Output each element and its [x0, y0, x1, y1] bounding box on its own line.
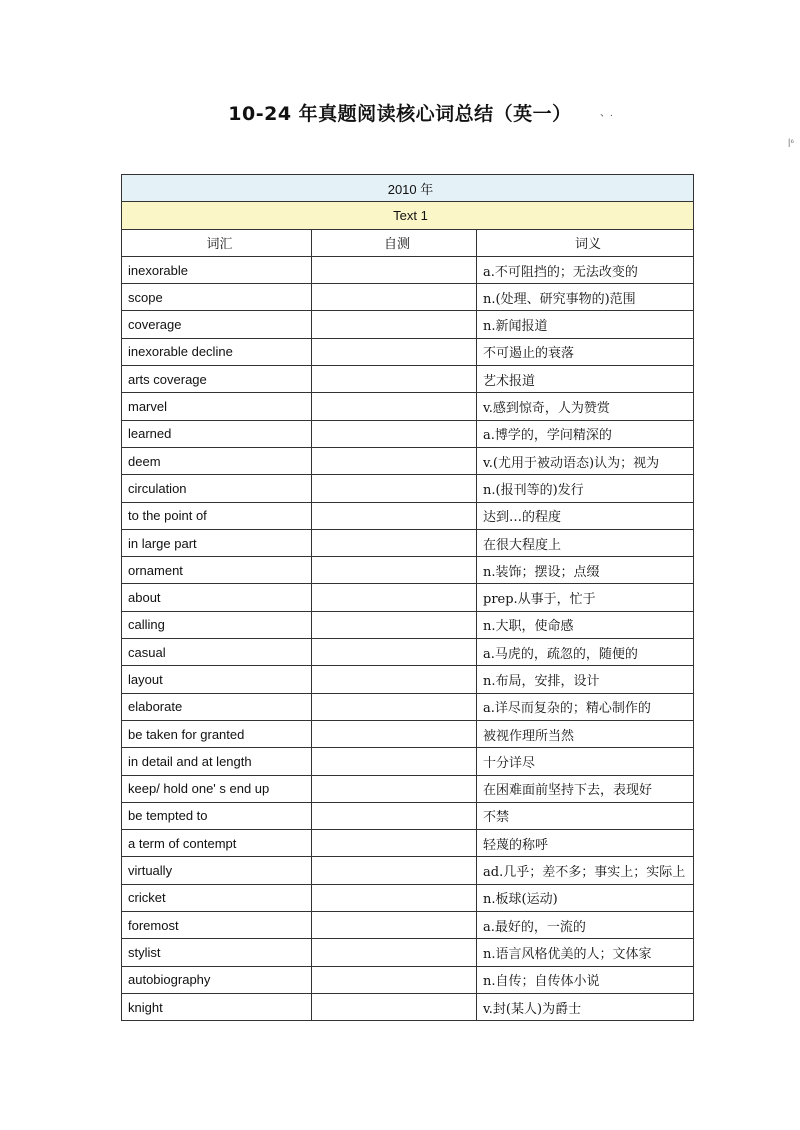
meaning-cell: a.不可阻挡的；无法改变的 — [477, 256, 694, 283]
table-row — [122, 584, 694, 611]
meaning-cell: 轻蔑的称呼 — [477, 830, 694, 857]
meaning-cell: 不禁 — [477, 802, 694, 829]
word-cell: to the point of — [122, 502, 312, 529]
word-cell: arts coverage — [122, 366, 312, 393]
self-test-cell[interactable] — [312, 284, 477, 311]
meaning-cell: 在困难面前坚持下去，表现好 — [477, 775, 694, 802]
meaning-cell: prep.从事于，忙于 — [477, 584, 694, 611]
word-cell: casual — [122, 639, 312, 666]
meaning-cell: 十分详尽 — [477, 748, 694, 775]
meaning-cell: 达到…的程度 — [477, 502, 694, 529]
word-cell: be taken for granted — [122, 720, 312, 747]
self-test-cell[interactable] — [312, 557, 477, 584]
table-row — [122, 748, 694, 775]
meaning-cell: n.装饰；摆设；点缀 — [477, 557, 694, 584]
table-row — [122, 393, 694, 420]
self-test-cell[interactable] — [312, 311, 477, 338]
word-cell: scope — [122, 284, 312, 311]
meaning-cell: n.大职，使命感 — [477, 611, 694, 638]
word-cell: learned — [122, 420, 312, 447]
word-cell: marvel — [122, 393, 312, 420]
word-cell: layout — [122, 666, 312, 693]
meaning-cell: v.封(某人)为爵士 — [477, 993, 694, 1020]
self-test-cell[interactable] — [312, 775, 477, 802]
table-row — [122, 256, 694, 283]
word-cell: circulation — [122, 475, 312, 502]
header-meaning: 词义 — [477, 229, 694, 256]
word-cell: in detail and at length — [122, 748, 312, 775]
stray-mark: 、. — [600, 108, 613, 119]
word-cell: stylist — [122, 939, 312, 966]
meaning-cell: a.详尽而复杂的；精心制作的 — [477, 693, 694, 720]
self-test-cell[interactable] — [312, 338, 477, 365]
self-test-cell[interactable] — [312, 447, 477, 474]
meaning-cell: a.博学的，学问精深的 — [477, 420, 694, 447]
self-test-cell[interactable] — [312, 966, 477, 993]
word-cell: coverage — [122, 311, 312, 338]
table-row — [122, 966, 694, 993]
word-cell: autobiography — [122, 966, 312, 993]
table-row — [122, 802, 694, 829]
table-row — [122, 693, 694, 720]
word-cell: foremost — [122, 912, 312, 939]
self-test-cell[interactable] — [312, 666, 477, 693]
word-cell: ornament — [122, 557, 312, 584]
table-row — [122, 666, 694, 693]
self-test-cell[interactable] — [312, 584, 477, 611]
word-cell: calling — [122, 611, 312, 638]
table-row — [122, 557, 694, 584]
year-label: 2010 年 — [122, 175, 694, 202]
word-cell: inexorable — [122, 256, 312, 283]
meaning-cell: n.(处理、研究事物的)范围 — [477, 284, 694, 311]
self-test-cell[interactable] — [312, 939, 477, 966]
header-word: 词汇 — [122, 229, 312, 256]
word-cell: inexorable decline — [122, 338, 312, 365]
table-row — [122, 884, 694, 911]
self-test-cell[interactable] — [312, 256, 477, 283]
meaning-cell: a.马虎的，疏忽的，随便的 — [477, 639, 694, 666]
self-test-cell[interactable] — [312, 393, 477, 420]
meaning-cell: 被视作理所当然 — [477, 720, 694, 747]
table-row — [122, 775, 694, 802]
word-cell: knight — [122, 993, 312, 1020]
table-row — [122, 420, 694, 447]
meaning-cell: 不可遏止的衰落 — [477, 338, 694, 365]
table-row — [122, 912, 694, 939]
meaning-cell: n.板球(运动) — [477, 884, 694, 911]
header-self-test: 自测 — [312, 229, 477, 256]
self-test-cell[interactable] — [312, 639, 477, 666]
header-row — [122, 229, 694, 256]
word-cell: virtually — [122, 857, 312, 884]
meaning-cell: v.(尤用于被动语态)认为；视为 — [477, 447, 694, 474]
self-test-cell[interactable] — [312, 830, 477, 857]
self-test-cell[interactable] — [312, 420, 477, 447]
self-test-cell[interactable] — [312, 912, 477, 939]
table-row — [122, 502, 694, 529]
table-row — [122, 475, 694, 502]
table-row — [122, 366, 694, 393]
text-section-row — [122, 202, 694, 229]
self-test-cell[interactable] — [312, 529, 477, 556]
table-row — [122, 939, 694, 966]
meaning-cell: 艺术报道 — [477, 366, 694, 393]
meaning-cell: ad.几乎；差不多；事实上；实际上 — [477, 857, 694, 884]
meaning-cell: n.新闻报道 — [477, 311, 694, 338]
table-row — [122, 529, 694, 556]
table-row — [122, 830, 694, 857]
year-row — [122, 175, 694, 202]
word-cell: keep/ hold one' s end up — [122, 775, 312, 802]
self-test-cell[interactable] — [312, 857, 477, 884]
meaning-cell: n.自传；自传体小说 — [477, 966, 694, 993]
self-test-cell[interactable] — [312, 884, 477, 911]
self-test-cell[interactable] — [312, 611, 477, 638]
word-cell: deem — [122, 447, 312, 474]
meaning-cell: n.语言风格优美的人；文体家 — [477, 939, 694, 966]
table-row — [122, 338, 694, 365]
meaning-cell: n.(报刊等的)发行 — [477, 475, 694, 502]
word-cell: a term of contempt — [122, 830, 312, 857]
meaning-cell: 在很大程度上 — [477, 529, 694, 556]
vocabulary-table — [121, 174, 694, 1021]
table-row — [122, 284, 694, 311]
word-cell: cricket — [122, 884, 312, 911]
page-title: 10-24 年真题阅读核心词总结（英一） — [228, 103, 572, 125]
word-cell: be tempted to — [122, 802, 312, 829]
self-test-cell[interactable] — [312, 693, 477, 720]
text-label: Text 1 — [122, 202, 694, 229]
meaning-cell: n.布局，安排，设计 — [477, 666, 694, 693]
table-row — [122, 447, 694, 474]
word-cell: elaborate — [122, 693, 312, 720]
meaning-cell: a.最好的，一流的 — [477, 912, 694, 939]
word-cell: about — [122, 584, 312, 611]
margin-mark: |⁶ — [788, 137, 795, 147]
table-row — [122, 311, 694, 338]
self-test-cell[interactable] — [312, 802, 477, 829]
self-test-cell[interactable] — [312, 366, 477, 393]
self-test-cell[interactable] — [312, 720, 477, 747]
self-test-cell[interactable] — [312, 475, 477, 502]
meaning-cell: v.感到惊奇，人为赞赏 — [477, 393, 694, 420]
word-cell: in large part — [122, 529, 312, 556]
self-test-cell[interactable] — [312, 748, 477, 775]
table-row — [122, 611, 694, 638]
table-row — [122, 993, 694, 1020]
table-row — [122, 857, 694, 884]
self-test-cell[interactable] — [312, 993, 477, 1020]
self-test-cell[interactable] — [312, 502, 477, 529]
table-row — [122, 639, 694, 666]
table-row — [122, 720, 694, 747]
